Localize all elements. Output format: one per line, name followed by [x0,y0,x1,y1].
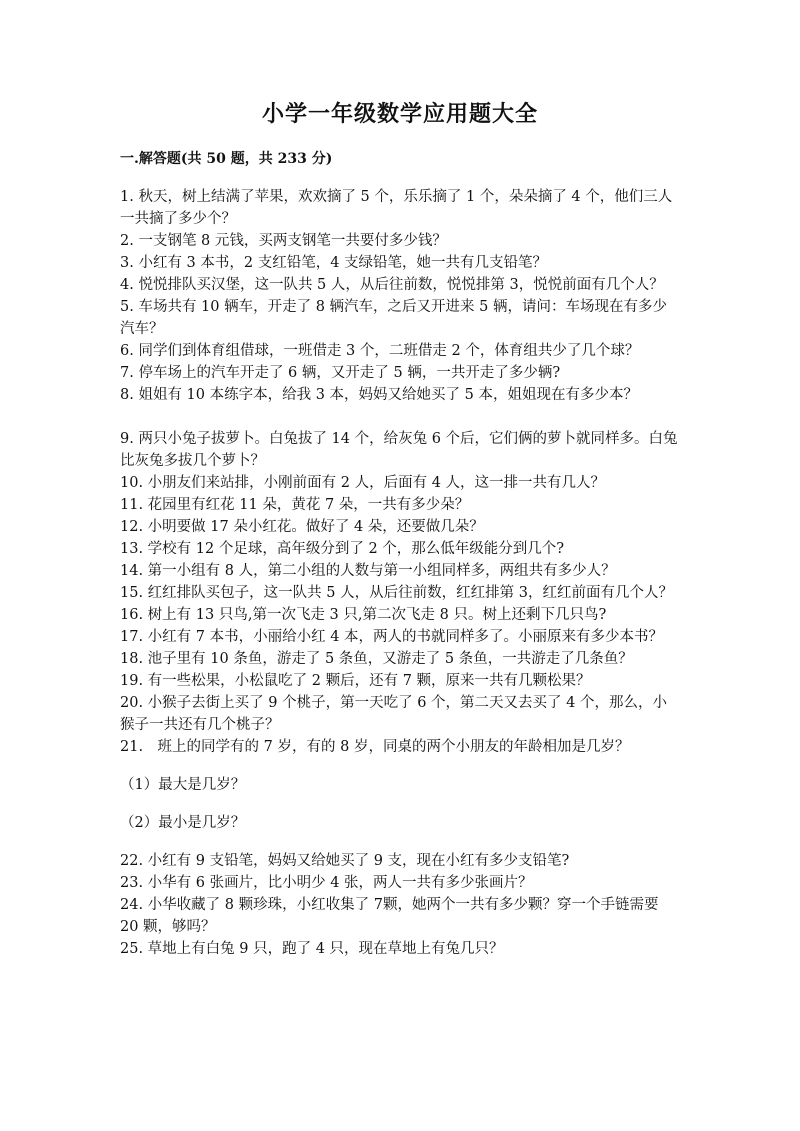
question-20: 20. 小猴子去街上买了 9 个桃子，第一天吃了 6 个，第二天又去买了 4 个，那么，小猴子一共还有几个桃子？ [120,695,667,733]
question-25: 25. 草地上有白兔 9 只，跑了 4 只，现在草地上有兔几只？ [120,941,504,957]
question-list [120,186,680,960]
question-21-part-2: （2）最小是几岁？ [120,815,246,831]
spacer [120,758,680,774]
question-8: 8. 姐姐有 10 本练字本，给我 3 本，妈妈又给她买了 5 本，姐姐现在有多少本？ [120,387,638,403]
question-2: 2. 一支钢笔 8 元钱，买两支钢笔一共要付多少钱？ [120,233,447,249]
spacer [120,796,680,812]
question-15: 15. 红红排队买包子，这一队共 5 人，从后往前数，红红排第 3，红红前面有几个人？ [120,585,673,601]
question-23: 23. 小华有 6 张画片，比小明少 4 张，两人一共有多少张画片？ [120,875,533,891]
question-10: 10. 小朋友们来站排，小刚前面有 2 人，后面有 4 人，这一排一共有几人？ [120,475,606,491]
spacer [120,834,680,850]
question-22: 22. 小红有 9 支铅笔，妈妈又给她买了 9 支，现在小红有多少支铅笔? [120,853,570,869]
question-16: 16. 树上有 13 只鸟,第一次飞走 3 只,第二次飞走 8 只。树上还剩下几只鸟? [120,607,607,623]
page-title: 小学一年级数学应用题大全 [261,101,538,127]
question-5: 5. 车场共有 10 辆车，开走了 8 辆汽车，之后又开进来 5 辆，请问：车场现在有多少汽车？ [120,299,667,337]
question-18: 18. 池子里有 10 条鱼，游走了 5 条鱼，又游走了 5 条鱼，一共游走了几条鱼？ [120,651,633,667]
question-14: 14. 第一小组有 8 人，第二小组的人数与第一小组同样多，两组共有多少人？ [120,563,616,579]
question-24: 24. 小华收藏了 8 颗珍珠，小红收集了 7颗，她两个一共有多少颗？穿一个手链需要 20 颗，够吗？ [120,897,659,935]
question-9: 9. 两只小兔子拔萝卜。白兔拔了 14 个，给灰兔 6 个后，它们俩的萝卜就同样多。白兔比灰兔多拔几个萝卜？ [120,431,678,469]
question-13: 13. 学校有 12 个足球，高年级分到了 2 个，那么低年级能分到几个? [120,541,565,557]
question-17: 17. 小红有 7 本书，小丽给小红 4 本，两人的书就同样多了。小丽原来有多少本书？ [120,629,664,645]
question-19: 19. 有一些松果，小松鼠吃了 2 颗后，还有 7 颗，原来一共有几颗松果？ [120,673,591,689]
question-21: 21. 班上的同学有的 7 岁，有的 8 岁，同桌的两个小朋友的年龄相加是几岁？ [120,739,630,755]
spacer [120,406,680,428]
section-heading: 一.解答题(共 50 题，共 233 分) [120,151,333,167]
question-1: 1. 秋天，树上结满了苹果，欢欢摘了 5 个，乐乐摘了 1 个，朵朵摘了 4 个，他们三人一共摘了多少个？ [120,189,673,227]
question-6: 6. 同学们到体育组借球，一班借走 3 个，二班借走 2 个，体育组共少了几个球？ [120,343,640,359]
question-3: 3. 小红有 3 本书，2 支红铅笔，4 支绿铅笔，她一共有几支铅笔？ [120,255,548,271]
question-4: 4. 悦悦排队买汉堡，这一队共 5 人，从后往前数，悦悦排第 3，悦悦前面有几个人？ [120,277,664,293]
question-11: 11. 花园里有红花 11 朵，黄花 7 朵，一共有多少朵？ [120,497,470,513]
question-12: 12. 小明要做 17 朵小红花。做好了 4 朵，还要做几朵？ [120,519,484,535]
question-7: 7. 停车场上的汽车开走了 6 辆，又开走了 5 辆，一共开走了多少辆? [120,365,561,381]
question-21-part-1: （1）最大是几岁？ [120,777,246,793]
